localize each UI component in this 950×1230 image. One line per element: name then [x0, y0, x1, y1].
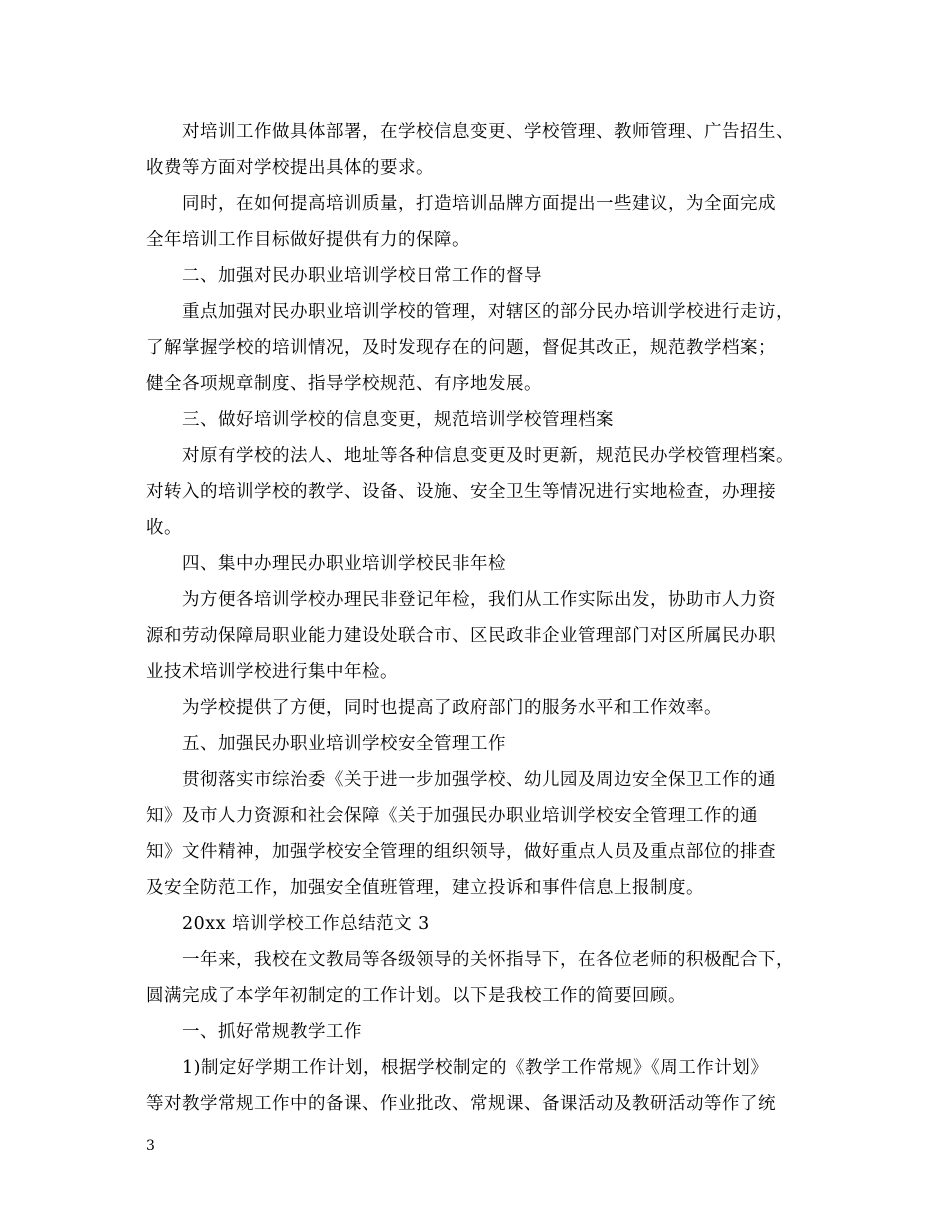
paragraph-line: 为方便各培训学校办理民非登记年检，我们从工作实际出发，协助市人力资 — [182, 590, 776, 610]
section-heading: 五、加强民办职业培训学校安全管理工作 — [182, 734, 506, 754]
paragraph-line: 对原有学校的法人、地址等各种信息变更及时更新，规范民办学校管理档案。 — [182, 446, 794, 466]
paragraph-line: 及安全防范工作，加强安全值班管理，建立投诉和事件信息上报制度。 — [146, 878, 704, 898]
paragraph-line: 重点加强对民办职业培训学校的管理，对辖区的部分民办培训学校进行走访， — [182, 302, 794, 322]
paragraph-line: 全年培训工作目标做好提供有力的保障。 — [146, 230, 470, 250]
page-number: 3 — [146, 1138, 155, 1154]
paragraph-line: 对培训工作做具体部署，在学校信息变更、学校管理、教师管理、广告招生、 — [182, 122, 794, 142]
section-heading: 二、加强对民办职业培训学校日常工作的督导 — [182, 266, 542, 286]
paragraph-line: 业技术培训学校进行集中年检。 — [146, 662, 398, 682]
section-heading: 一、抓好常规教学工作 — [182, 1022, 362, 1042]
paragraph-line: 1)制定好学期工作计划，根据学校制定的《教学工作常规》《周工作计划》 — [182, 1058, 769, 1078]
paragraph-line: 知》及市人力资源和社会保障《关于加强民办职业培训学校安全管理工作的通 — [146, 806, 758, 826]
paragraph-line: 一年来，我校在文教局等各级领导的关怀指导下，在各位老师的积极配合下， — [182, 950, 794, 970]
paragraph-line: 圆满完成了本学年初制定的工作计划。以下是我校工作的简要回顾。 — [146, 986, 686, 1006]
paragraph-line: 同时，在如何提高培训质量，打造培训品牌方面提出一些建议，为全面完成 — [182, 194, 776, 214]
document-subtitle: 20xx 培训学校工作总结范文 3 — [182, 914, 430, 934]
paragraph-line: 健全各项规章制度、指导学校规范、有序地发展。 — [146, 374, 542, 394]
paragraph-line: 贯彻落实市综治委《关于进一步加强学校、幼儿园及周边安全保卫工作的通 — [182, 770, 776, 790]
paragraph-line: 等对教学常规工作中的备课、作业批改、常规课、备课活动及教研活动等作了统 — [146, 1094, 776, 1114]
paragraph-line: 收。 — [146, 518, 182, 538]
paragraph-line: 源和劳动保障局职业能力建设处联合市、区民政非企业管理部门对区所属民办职 — [146, 626, 776, 646]
paragraph-line: 收费等方面对学校提出具体的要求。 — [146, 158, 434, 178]
section-heading: 四、集中办理民办职业培训学校民非年检 — [182, 554, 506, 574]
paragraph-line: 对转入的培训学校的教学、设备、设施、安全卫生等情况进行实地检查，办理接 — [146, 482, 776, 502]
paragraph-line: 知》文件精神，加强学校安全管理的组织领导，做好重点人员及重点部位的排查 — [146, 842, 776, 862]
section-heading: 三、做好培训学校的信息变更，规范培训学校管理档案 — [182, 410, 614, 430]
paragraph-line: 了解掌握学校的培训情况，及时发现存在的问题，督促其改正，规范教学档案； — [146, 338, 776, 358]
paragraph-line: 为学校提供了方便，同时也提高了政府部门的服务水平和工作效率。 — [182, 698, 722, 718]
